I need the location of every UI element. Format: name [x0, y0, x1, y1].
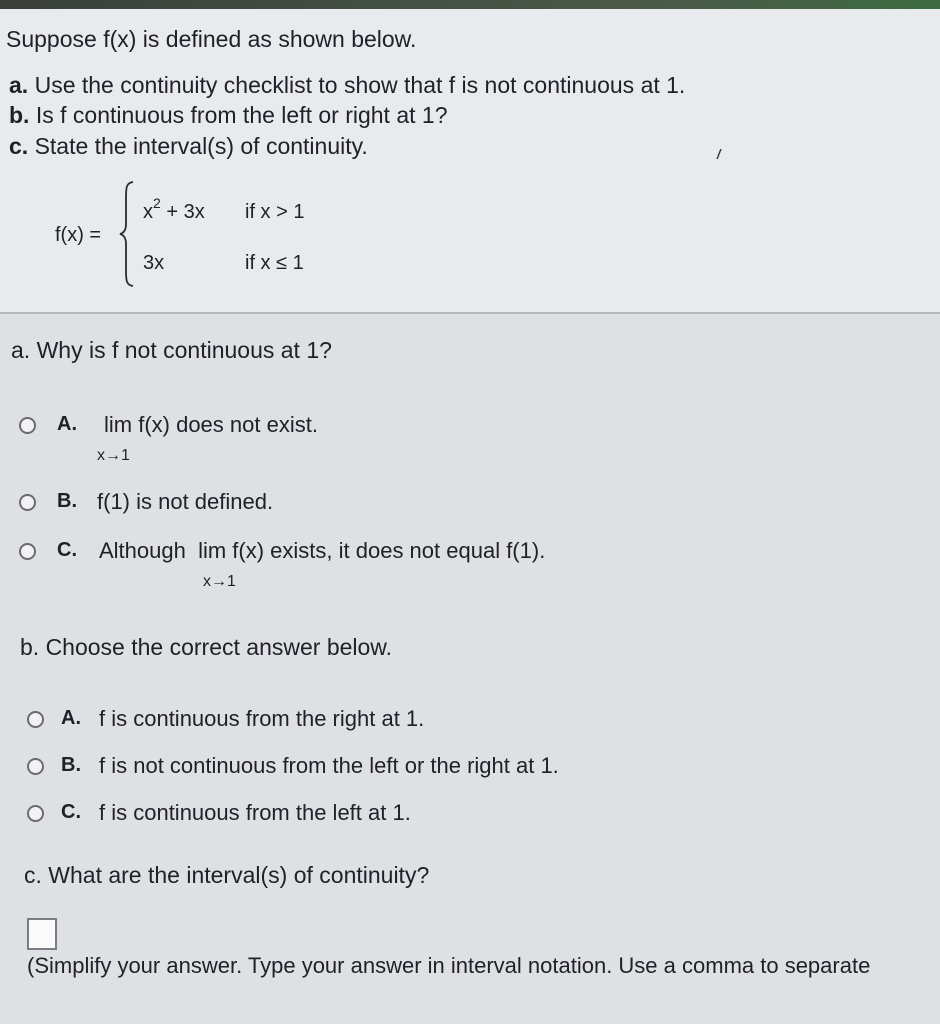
- interval-answer-input[interactable]: [27, 918, 57, 950]
- radio-button[interactable]: [19, 494, 36, 511]
- radio-button[interactable]: [27, 805, 44, 822]
- function-lhs: f(x) =: [55, 224, 102, 246]
- option-text: lim f(x) does not exist.: [104, 412, 318, 437]
- option-letter: C.: [61, 801, 81, 823]
- case-2-condition: if x ≤ 1: [245, 252, 304, 274]
- radio-button[interactable]: [19, 417, 36, 434]
- radio-button[interactable]: [27, 758, 44, 775]
- option-letter: A.: [57, 413, 77, 435]
- problem-part-a: a. Use the continuity checklist to show that f is not continuous at 1.: [9, 72, 686, 98]
- option-text: f is continuous from the right at 1.: [99, 706, 425, 731]
- problem-part-b: b. Is f continuous from the left or right at 1?: [9, 102, 448, 128]
- radio-button[interactable]: [27, 711, 44, 728]
- problem-part-c: c. State the interval(s) of continuity.: [9, 133, 368, 159]
- problem-intro: Suppose f(x) is defined as shown below.: [6, 26, 417, 52]
- limit-subscript: x→1: [203, 573, 236, 590]
- question-c-prompt: c. What are the interval(s) of continuity?: [24, 862, 430, 888]
- option-text: f(1) is not defined.: [97, 489, 274, 514]
- option-letter: A.: [61, 707, 81, 729]
- left-brace-icon: [118, 180, 138, 288]
- case-1-expression: $x^2 + 3x$: [143, 195, 205, 223]
- problem-statement: [0, 9, 940, 313]
- limit-subscript: x→1: [97, 447, 130, 464]
- answer-hint: (Simplify your answer. Type your answer in interval notation. Use a comma to separate: [27, 953, 871, 978]
- case-2-expression: 3x: [143, 252, 165, 274]
- option-text: Although lim f(x) exists, it does not equal f(1).: [99, 538, 546, 563]
- section-divider: [0, 312, 940, 314]
- case-1-condition: if x > 1: [245, 201, 305, 223]
- option-text: f is continuous from the left at 1.: [99, 800, 411, 825]
- option-letter: B.: [57, 490, 77, 512]
- option-text: f is not continuous from the left or the right at 1.: [99, 753, 559, 778]
- question-b-prompt: b. Choose the correct answer below.: [20, 634, 393, 660]
- option-letter: C.: [57, 539, 77, 561]
- question-a-prompt: a. Why is f not continuous at 1?: [11, 337, 332, 363]
- radio-button[interactable]: [19, 543, 36, 560]
- option-letter: B.: [61, 754, 81, 776]
- top-bar: [0, 0, 940, 9]
- stray-mark-icon: [716, 149, 722, 159]
